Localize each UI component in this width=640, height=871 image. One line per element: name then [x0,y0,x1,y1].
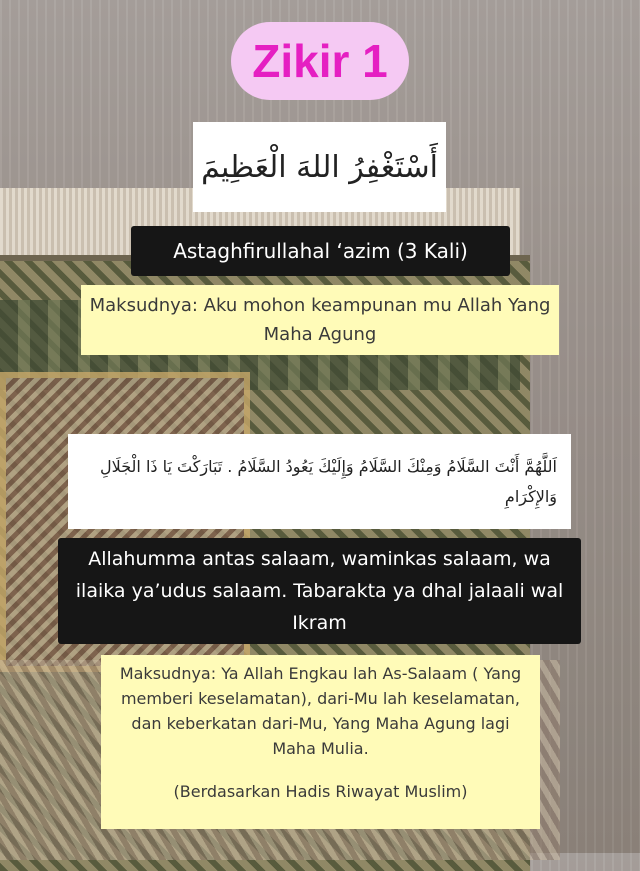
zikir2-transliteration: Allahumma antas salaam, waminkas salaam, wa ilaika ya’udus salaam. Tabarakta ya dhal jalaali wal Ikram [58,538,581,644]
page-title: Zikir 1 [231,22,409,100]
zikir1-meaning: Maksudnya: Aku mohon keampunan mu Allah Yang Maha Agung [81,285,559,355]
zikir1-transliteration: Astaghfirullahal ‘azim (3 Kali) [131,226,510,276]
zikir2-meaning: Maksudnya: Ya Allah Engkau lah As-Salaam ( Yang memberi keselamatan), dari-Mu lah keselamatan, dan keberkatan dari-Mu, Yang Maha Agung lagi Maha Mulia. [119,664,522,758]
zikir2-meaning-box [101,655,540,829]
zikir1-arabic-text: أَسْتَغْفِرُ اللهَ الْعَظِيمَ [193,122,446,212]
zikir2-arabic-text: اَللَّهُمَّ أَنْتَ السَّلَامُ وَمِنْكَ السَّلَامُ وَإِلَيْكَ يَعُودُ السَّلَامُ . تَبَارَكْتَ يَا ذَا الْجَلَالِ وَالإِكْرَامِ [68,434,571,529]
zikir2-source: (Berdasarkan Hadis Riwayat Muslim) [173,782,468,801]
